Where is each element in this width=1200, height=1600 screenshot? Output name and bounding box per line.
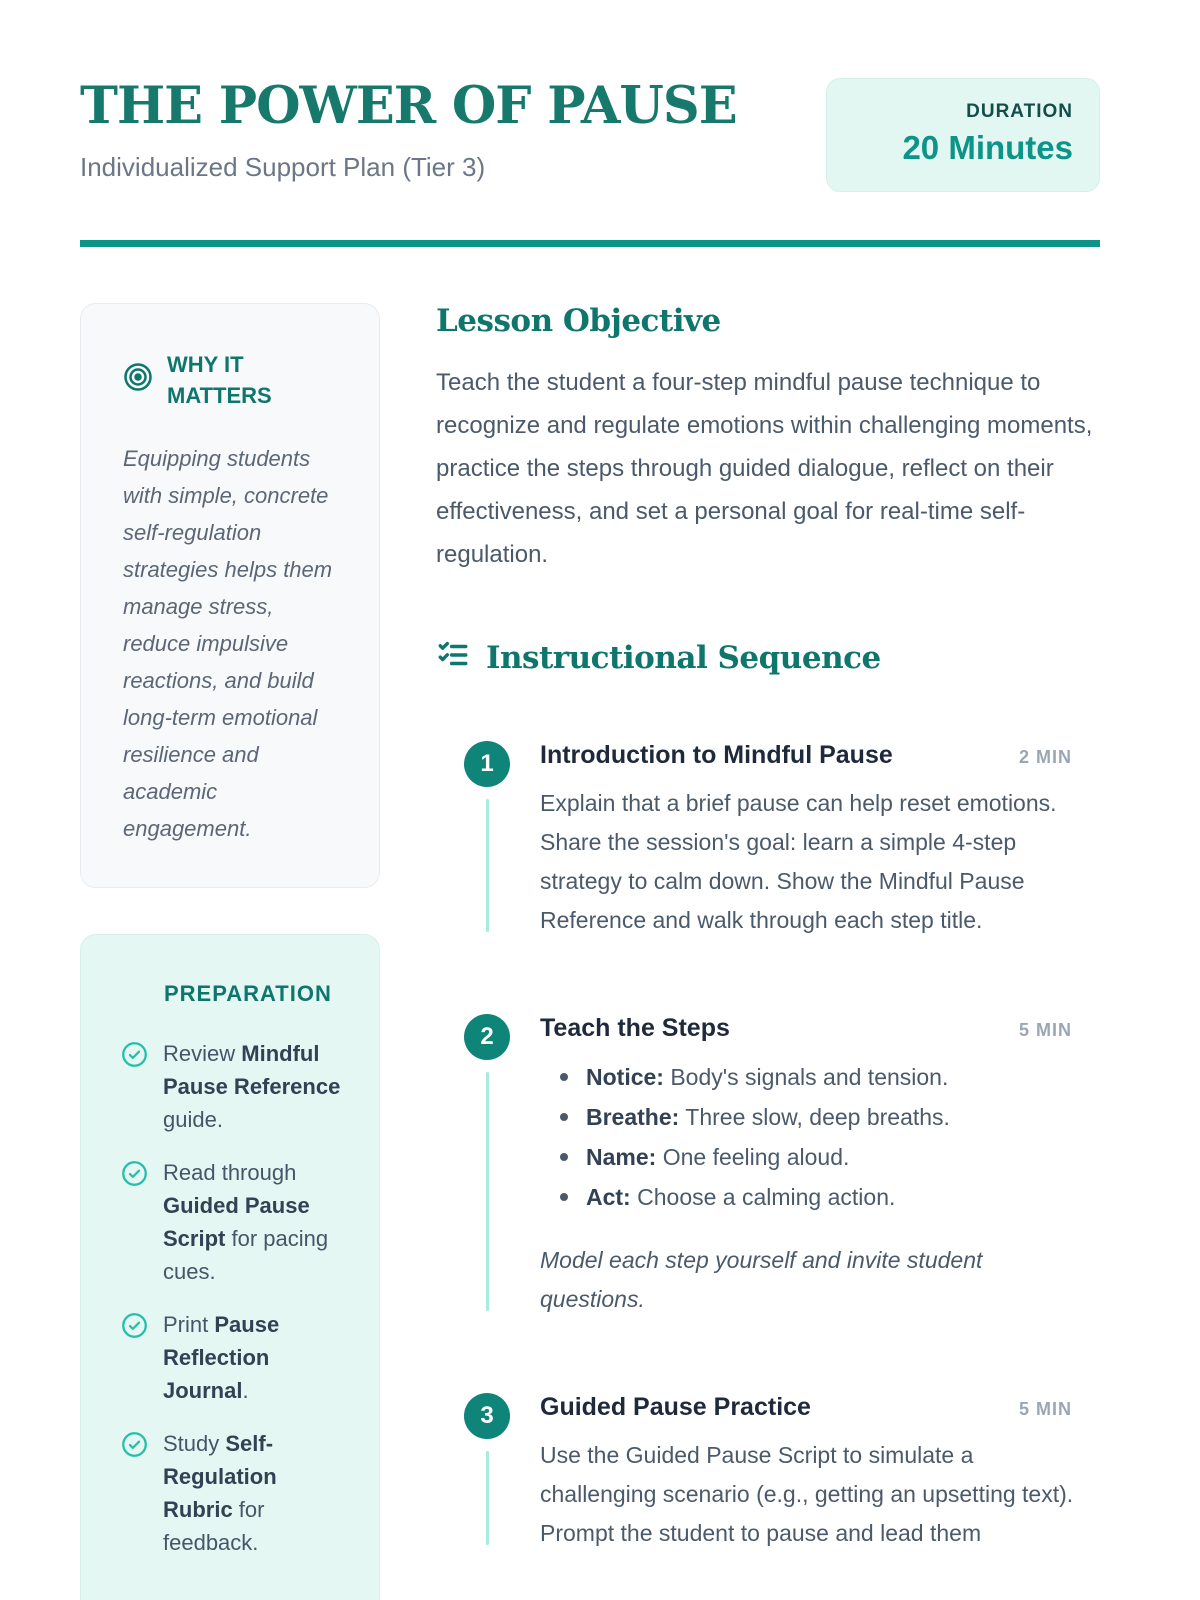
preparation-item-text — [163, 1156, 349, 1288]
bullet-text: Three slow, deep breaths. — [679, 1104, 950, 1130]
duration-label: DURATION — [966, 101, 1073, 122]
preparation-item — [121, 1427, 349, 1559]
prep-text-pre: Review — [163, 1040, 242, 1066]
step-bullet — [554, 1097, 1085, 1137]
step-duration: 2 MIN — [1018, 747, 1072, 767]
check-circle-icon — [121, 1041, 148, 1073]
why-it-matters-heading: WHY IT MATTERS — [167, 352, 272, 408]
step-description: Explain that a brief pause can help reset emotions. Share the session's goal: learn a simple 4-step strategy to calm down. Show the Mindful Pause Reference and walk through each step title. — [540, 790, 1057, 933]
prep-text-bold: Guided Pause Script — [163, 1192, 310, 1251]
prep-text-bold: Self-Regulation Rubric — [163, 1430, 277, 1522]
prep-text-post: for feedback. — [163, 1496, 265, 1555]
bullet-text: Body's signals and tension. — [663, 1064, 949, 1090]
preparation-item — [121, 1156, 349, 1288]
target-icon — [123, 362, 153, 397]
page-title: THE POWER OF PAUSE — [80, 76, 737, 136]
preparation-heading: PREPARATION — [164, 980, 332, 1006]
preparation-item — [121, 1308, 349, 1407]
step-bullet — [554, 1057, 1085, 1097]
preparation-card — [80, 934, 380, 1600]
bullet-label: Act: — [586, 1184, 631, 1210]
step-connector-line — [486, 1451, 489, 1545]
prep-text-post: guide. — [163, 1106, 223, 1132]
preparation-item-text — [163, 1037, 349, 1136]
prep-text-pre: Read through — [163, 1159, 297, 1185]
prep-text-post: . — [242, 1377, 249, 1403]
step-connector-line — [486, 799, 489, 932]
instructional-sequence-header — [436, 638, 1100, 677]
bullet-text: Choose a calming action. — [630, 1184, 896, 1210]
step-bullet — [554, 1177, 1085, 1217]
step-3 — [436, 1393, 1100, 1553]
document-header — [80, 78, 1100, 192]
preparation-item-text — [163, 1308, 349, 1407]
preparation-list — [121, 1037, 349, 1559]
prep-text-bold: Pause Reflection Journal — [163, 1311, 280, 1403]
step-bullet — [554, 1137, 1085, 1177]
step-number-badge: 1 — [464, 741, 510, 787]
check-circle-icon — [121, 1160, 148, 1192]
preparation-item — [121, 1037, 349, 1136]
step-number-badge: 3 — [464, 1393, 510, 1439]
why-it-matters-card — [80, 303, 380, 888]
check-circle-icon — [121, 1312, 148, 1344]
step-1 — [436, 741, 1100, 940]
bullet-label: Notice: — [586, 1064, 664, 1090]
step-connector-line — [486, 1072, 489, 1311]
check-circle-icon — [121, 1431, 148, 1463]
step-bullet-list — [540, 1057, 1085, 1217]
step-title: Teach the Steps — [540, 1014, 730, 1042]
step-title: Guided Pause Practice — [540, 1393, 811, 1421]
checklist-icon — [436, 638, 470, 677]
lesson-objective-heading: Lesson Objective — [436, 303, 721, 339]
page-subtitle: Individualized Support Plan (Tier 3) — [80, 152, 486, 183]
prep-text-bold: Mindful Pause Reference — [163, 1040, 341, 1099]
step-number-badge: 2 — [464, 1014, 510, 1060]
duration-value: 20 Minutes — [902, 129, 1073, 166]
main-content — [436, 303, 1100, 1600]
header-divider — [80, 240, 1100, 247]
prep-text-pre: Study — [163, 1430, 226, 1456]
duration-badge — [826, 78, 1100, 192]
step-title: Introduction to Mindful Pause — [540, 741, 893, 769]
bullet-label: Breathe: — [586, 1104, 680, 1130]
steps-list — [436, 741, 1100, 1553]
bullet-text: One feeling aloud. — [656, 1144, 850, 1170]
instructional-sequence-heading: Instructional Sequence — [486, 639, 881, 676]
preparation-item-text — [163, 1427, 349, 1559]
step-2 — [436, 1014, 1100, 1319]
sidebar — [80, 303, 380, 1600]
bullet-label: Name: — [586, 1144, 657, 1170]
step-duration: 5 MIN — [1018, 1399, 1072, 1419]
step-note: Model each step yourself and invite student questions. — [540, 1247, 983, 1312]
step-duration: 5 MIN — [1018, 1020, 1072, 1040]
why-it-matters-body: Equipping students with simple, concrete self-regulation strategies helps them manage stress, reduce impulsive reactions, and build long-term emotional resilience and academic engagement. — [123, 445, 333, 841]
title-block — [80, 78, 737, 183]
lesson-objective-body: Teach the student a four-step mindful pause technique to recognize and regulate emotions within challenging moments, practice the steps through guided dialogue, reflect on their effectiveness, and set a personal goal for real-time self-regulation. — [436, 369, 1093, 568]
step-description: Use the Guided Pause Script to simulate a challenging scenario (e.g., getting an upsetting text). Prompt the student to pause and lead them — [540, 1442, 1074, 1546]
prep-text-pre: Print — [163, 1311, 215, 1337]
prep-text-post: for pacing cues. — [163, 1225, 329, 1284]
